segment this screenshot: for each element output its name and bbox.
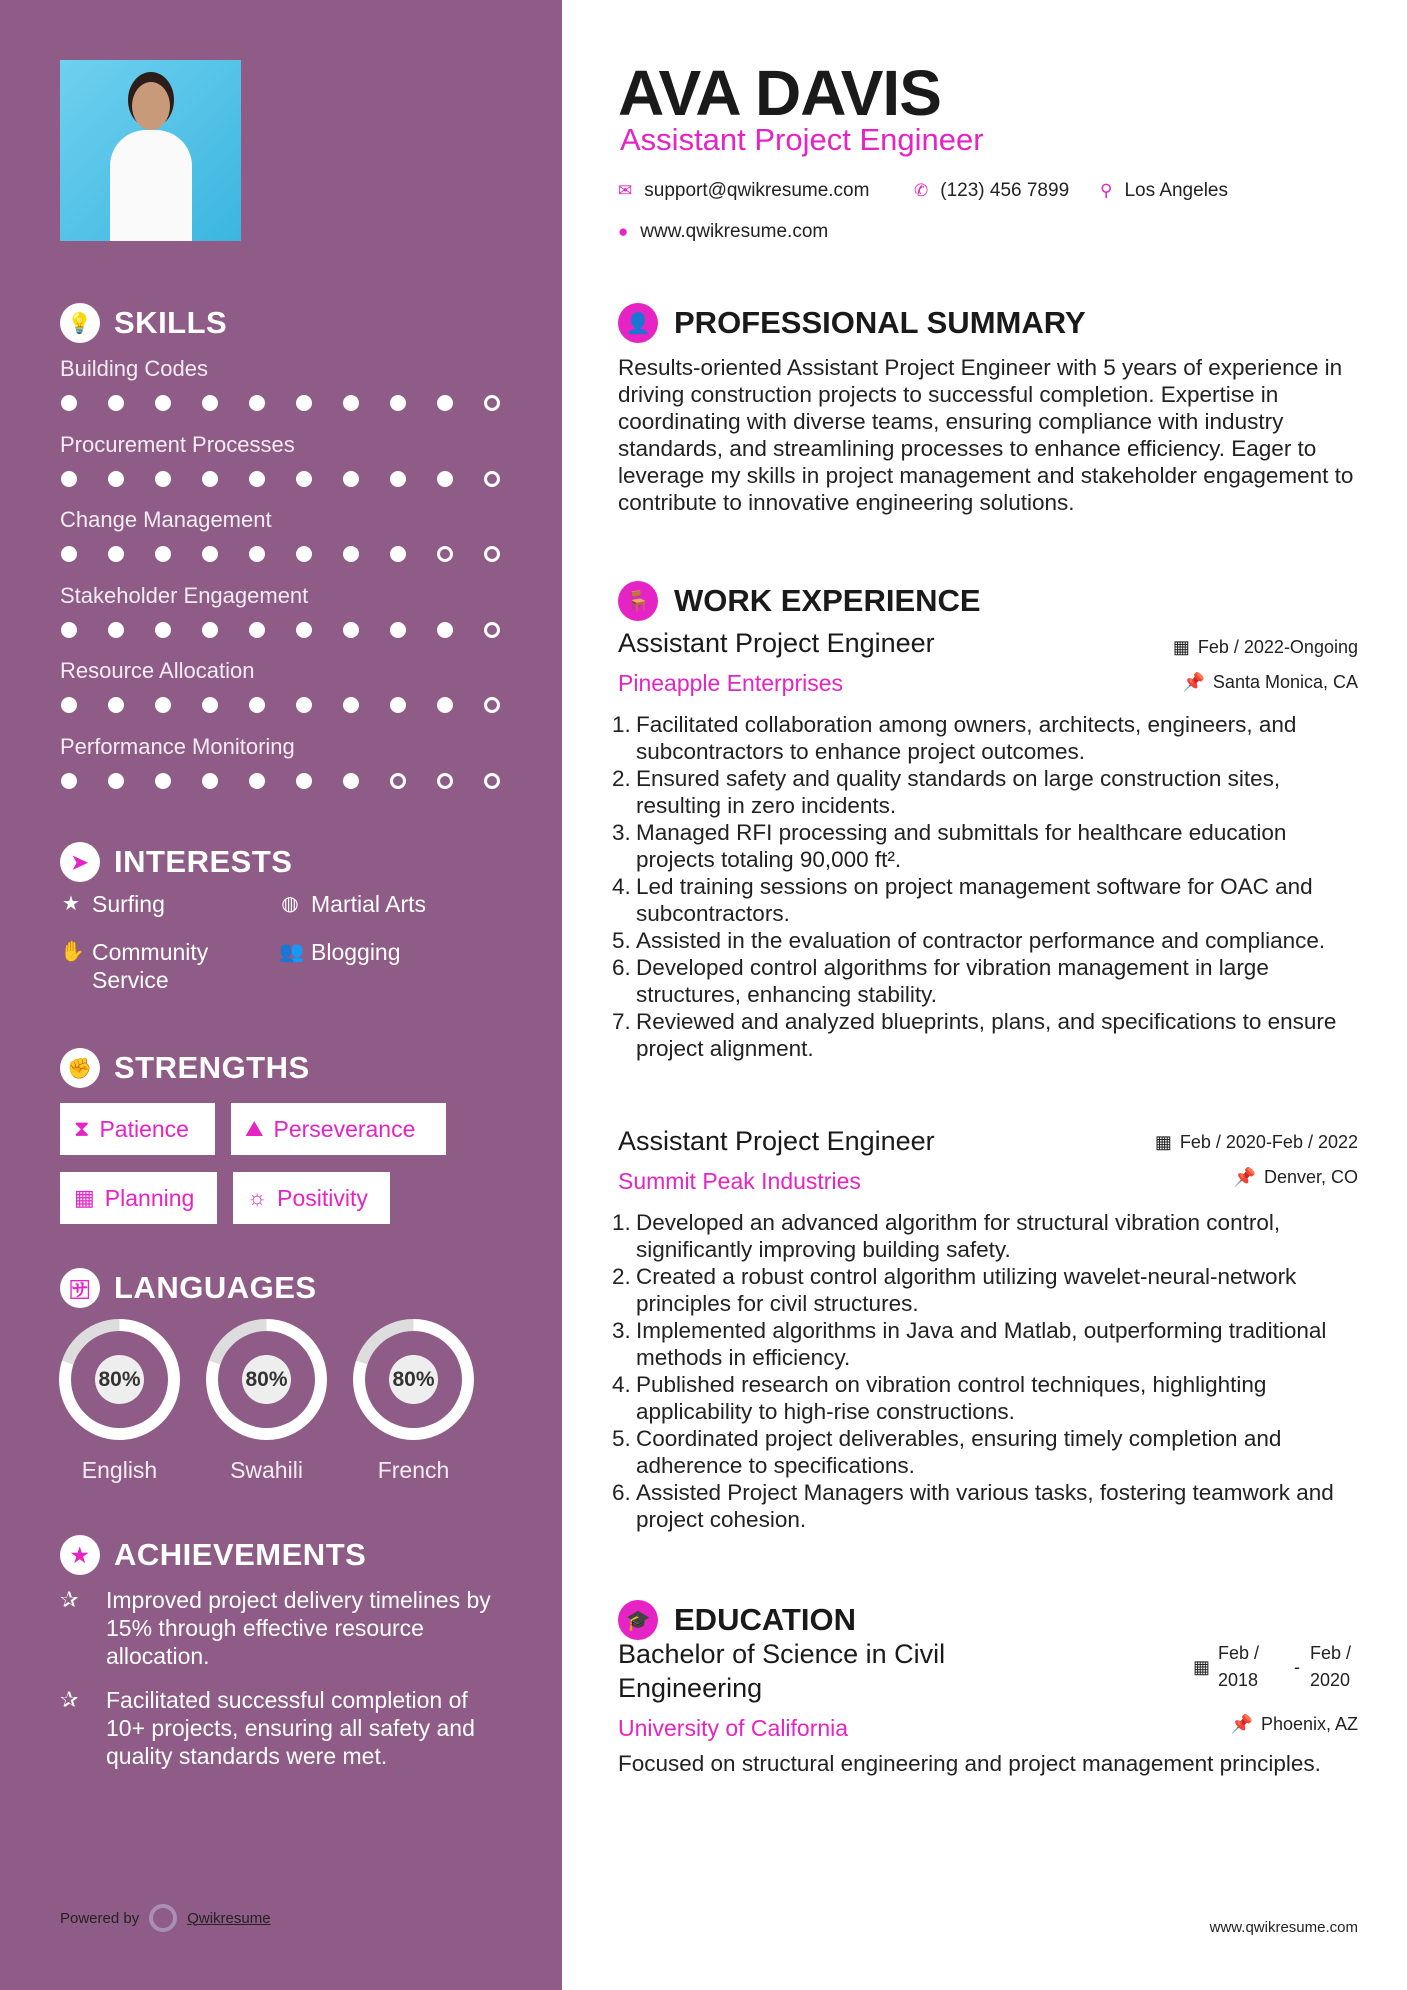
rating-dot-filled <box>155 622 171 638</box>
envelope-icon: ✉ <box>618 181 633 200</box>
rating-dot-filled <box>155 471 171 487</box>
rating-dot-filled <box>108 395 124 411</box>
rating-dot-filled <box>296 546 312 562</box>
globe-icon: ● <box>618 222 629 241</box>
job-title: Assistant Project Engineer <box>618 628 935 658</box>
rating-dot-filled <box>108 622 124 638</box>
rating-dot-filled <box>296 622 312 638</box>
profile-photo <box>60 60 241 241</box>
rating-dot-filled <box>437 395 453 411</box>
skill-label: Building Codes <box>60 356 208 381</box>
work-heading: 🪑 WORK EXPERIENCE <box>618 581 981 621</box>
contact-website: ● www.qwikresume.com <box>618 221 829 242</box>
interest-item: 👥 Blogging <box>279 939 401 965</box>
summary-heading: 👤 PROFESSIONAL SUMMARY <box>618 303 1086 343</box>
rating-dot-filled <box>343 622 359 638</box>
bullet: Developed control algorithms for vibration management in large structures, enhancing stability. <box>636 955 1269 1007</box>
rating-dot-filled <box>437 697 453 713</box>
graduate-icon: 🎓 <box>618 1600 658 1640</box>
strength-chip: ▦ Planning <box>60 1172 217 1224</box>
rating-dot-filled <box>108 546 124 562</box>
hourglass-icon: ⧗ <box>74 1116 90 1141</box>
candidate-title: Assistant Project Engineer <box>620 122 984 157</box>
skill-label: Change Management <box>60 507 272 532</box>
languages-heading: 🈂 LANGUAGES <box>60 1268 317 1308</box>
skill-label: Procurement Processes <box>60 431 295 457</box>
language-name: English <box>81 1457 158 1483</box>
achievement-item: ✰ Facilitated successful completion of 10+ projects, ensuring all safety and quality standards were met. <box>60 1687 475 1769</box>
rating-dot-filled <box>61 546 77 562</box>
rating-dot-filled <box>249 471 265 487</box>
interests-heading: ➤ INTERESTS <box>60 842 292 882</box>
rating-dot-empty <box>484 697 500 713</box>
rating-dot-filled <box>390 395 406 411</box>
language-ring: 80% <box>59 1319 180 1440</box>
job-bullets <box>636 711 1358 1062</box>
skill-rating <box>61 546 500 562</box>
degree: Bachelor of Science in Civil Engineering <box>618 1639 946 1703</box>
rating-dot-filled <box>390 697 406 713</box>
rating-dot-empty <box>484 546 500 562</box>
strength-chip: ⛰ Perseverance <box>231 1103 446 1155</box>
skill-rating <box>61 471 500 487</box>
rating-dot-filled <box>155 395 171 411</box>
language-ring: 80% <box>353 1319 474 1440</box>
rating-dot-filled <box>249 546 265 562</box>
strength-chip: ☼ Positivity <box>233 1172 390 1224</box>
calendar-icon: ▦ <box>1192 1656 1210 1677</box>
rating-dot-filled <box>249 697 265 713</box>
qwikresume-logo-icon <box>149 1904 177 1932</box>
rating-dot-filled <box>343 773 359 789</box>
skill-label: Performance Monitoring <box>60 733 295 759</box>
education-dates: ▦ Feb / 2018 - Feb / 2020 <box>1192 1643 1352 1690</box>
skill-rating <box>61 395 500 411</box>
qwikresume-link[interactable]: Qwikresume <box>187 1909 271 1927</box>
rating-dot-empty <box>484 395 500 411</box>
school: University of California <box>618 1715 849 1741</box>
candidate-name: AVA DAVIS <box>618 57 941 129</box>
job-company: Summit Peak Industries <box>618 1168 861 1194</box>
rating-dot-filled <box>343 471 359 487</box>
rating-dot-empty <box>484 622 500 638</box>
bullet: Ensured safety and quality standards on large construction sites, resulting in zero incidents. <box>636 766 1281 818</box>
bullet: Assisted in the evaluation of contractor performance and compliance. <box>636 928 1326 953</box>
lightbulb-icon: 💡 <box>60 303 100 343</box>
bullet: Developed an advanced algorithm for structural vibration control, significantly improving building safety. <box>636 1210 1281 1262</box>
rating-dot-filled <box>296 471 312 487</box>
user-icon: 👤 <box>618 303 658 343</box>
rating-dot-filled <box>155 697 171 713</box>
interest-item: ◍ Martial Arts <box>279 890 426 918</box>
strength-chip: ⧗ Patience <box>60 1103 215 1155</box>
rating-dot-filled <box>202 471 218 487</box>
rating-dot-filled <box>390 622 406 638</box>
globe-icon: ◍ <box>281 893 299 915</box>
skill-label: Resource Allocation <box>60 658 255 683</box>
rating-dot-filled <box>155 546 171 562</box>
achievement-item: ✰ Improved project delivery timelines by 15% through effective resource allocation. <box>60 1587 491 1669</box>
rating-dot-filled <box>296 773 312 789</box>
rating-dot-filled <box>61 471 77 487</box>
bullet: Implemented algorithms in Java and Matlab, outperforming traditional methods in efficiency. <box>636 1318 1327 1370</box>
rating-dot-filled <box>108 697 124 713</box>
calendar-icon: ▦ <box>74 1185 95 1210</box>
bullet: Coordinated project deliverables, ensuring timely completion and adherence to specifications. <box>636 1426 1282 1478</box>
interest-item: ✋ Community Service <box>60 939 209 993</box>
rating-dot-empty <box>437 546 453 562</box>
rating-dot-filled <box>296 395 312 411</box>
star-badge-icon: ★ <box>60 1535 100 1575</box>
rating-dot-filled <box>155 773 171 789</box>
rating-dot-filled <box>202 622 218 638</box>
shooting-star-icon: ✰ <box>60 1687 79 1712</box>
rating-dot-filled <box>61 395 77 411</box>
education-location: 📌 Phoenix, AZ <box>1230 1714 1358 1734</box>
rating-dot-empty <box>484 471 500 487</box>
paper-plane-icon: ➤ <box>60 842 100 882</box>
rating-dot-filled <box>202 773 218 789</box>
rating-dot-filled <box>202 546 218 562</box>
summary-text: Results-oriented Assistant Project Engineer with 5 years of experience in driving construction projects to successful completion. Expertise in coordinating with diverse teams, ensuring compliance with industry standards, and streamlining processes to enhance efficiency. Eager to leverage my skills in project management and stakeholder engagement to contribute to innovative engineering solutions. <box>618 355 1354 515</box>
calendar-icon: ▦ <box>1154 1132 1172 1152</box>
translate-icon: 🈂 <box>60 1268 100 1308</box>
users-icon: 👥 <box>279 941 304 963</box>
pin-icon: 📌 <box>1233 1167 1256 1187</box>
skill-rating <box>61 773 500 789</box>
rating-dot-filled <box>296 697 312 713</box>
rating-dot-empty <box>390 773 406 789</box>
bullet: Facilitated collaboration among owners, architects, engineers, and subcontractors to enhance project outcomes. <box>636 712 1297 764</box>
education-description: Focused on structural engineering and project management principles. <box>618 1751 1321 1776</box>
job-bullets <box>636 1209 1358 1533</box>
rating-dot-filled <box>390 546 406 562</box>
job-dates: ▦ Feb / 2020-Feb / 2022 <box>1154 1132 1358 1152</box>
bullet: Led training sessions on project management software for OAC and subcontractors. <box>636 874 1313 926</box>
rating-dot-filled <box>343 546 359 562</box>
rating-dot-filled <box>249 395 265 411</box>
road-icon: ⛰ <box>245 1116 264 1141</box>
star-icon: ★ <box>62 893 80 915</box>
job-title: Assistant Project Engineer <box>618 1126 935 1156</box>
rating-dot-empty <box>484 773 500 789</box>
rating-dot-empty <box>437 773 453 789</box>
skills-heading: 💡 SKILLS <box>60 303 227 343</box>
rating-dot-filled <box>61 697 77 713</box>
rating-dot-filled <box>390 471 406 487</box>
sun-icon: ☼ <box>247 1185 268 1210</box>
interest-item: ★ Surfing <box>60 890 165 918</box>
pin-icon: 📌 <box>1182 672 1205 692</box>
rating-dot-filled <box>61 773 77 789</box>
rating-dot-filled <box>108 773 124 789</box>
fist-icon: ✊ <box>60 1048 100 1088</box>
rating-dot-filled <box>61 622 77 638</box>
achievements-heading: ★ ACHIEVEMENTS <box>60 1535 366 1575</box>
rating-dot-filled <box>108 471 124 487</box>
rating-dot-filled <box>202 697 218 713</box>
language-ring: 80% <box>206 1319 327 1440</box>
sidebar <box>0 0 562 1990</box>
contact-location: ⚲ Los Angeles <box>1100 180 1228 201</box>
language-name: French <box>377 1457 450 1483</box>
skill-rating <box>61 697 500 713</box>
rating-dot-filled <box>343 395 359 411</box>
job-company: Pineapple Enterprises <box>618 670 844 696</box>
bullet: Reviewed and analyzed blueprints, plans, and specifications to ensure project alignment. <box>636 1009 1337 1061</box>
skill-label: Stakeholder Engagement <box>60 582 309 608</box>
contact-email: ✉ support@qwikresume.com <box>618 180 870 201</box>
powered-by: Powered by Qwikresume <box>60 1904 271 1932</box>
rating-dot-filled <box>249 622 265 638</box>
skill-rating <box>61 622 500 638</box>
language-name: Swahili <box>230 1457 303 1483</box>
bullet: Assisted Project Managers with various tasks, fostering teamwork and project cohesion. <box>636 1480 1334 1532</box>
rating-dot-filled <box>343 697 359 713</box>
shooting-star-icon: ✰ <box>60 1587 79 1612</box>
chair-icon: 🪑 <box>618 581 658 621</box>
education-heading: 🎓 EDUCATION <box>618 1600 856 1640</box>
footer-website[interactable]: www.qwikresume.com <box>1209 1919 1358 1936</box>
map-pin-icon: ⚲ <box>1100 181 1113 200</box>
rating-dot-filled <box>249 773 265 789</box>
bullet: Created a robust control algorithm utilizing wavelet-neural-network principles for civil structures. <box>636 1264 1297 1316</box>
job-location: 📌 Santa Monica, CA <box>1182 672 1358 692</box>
hand-icon: ✋ <box>60 941 85 963</box>
bullet: Published research on vibration control techniques, highlighting applicability to high-rise constructions. <box>636 1372 1267 1424</box>
rating-dot-filled <box>202 395 218 411</box>
calendar-icon: ▦ <box>1172 637 1190 657</box>
rating-dot-filled <box>437 622 453 638</box>
bullet: Managed RFI processing and submittals for healthcare education projects totaling 90,000 ft². <box>636 820 1287 872</box>
strengths-heading: ✊ STRENGTHS <box>60 1048 310 1088</box>
rating-dot-filled <box>437 471 453 487</box>
phone-icon: ✆ <box>914 181 929 200</box>
job-dates: ▦ Feb / 2022-Ongoing <box>1172 637 1358 657</box>
contact-phone: ✆ (123) 456 7899 <box>914 180 1070 201</box>
pin-icon: 📌 <box>1230 1714 1253 1734</box>
job-location: 📌 Denver, CO <box>1233 1167 1358 1187</box>
